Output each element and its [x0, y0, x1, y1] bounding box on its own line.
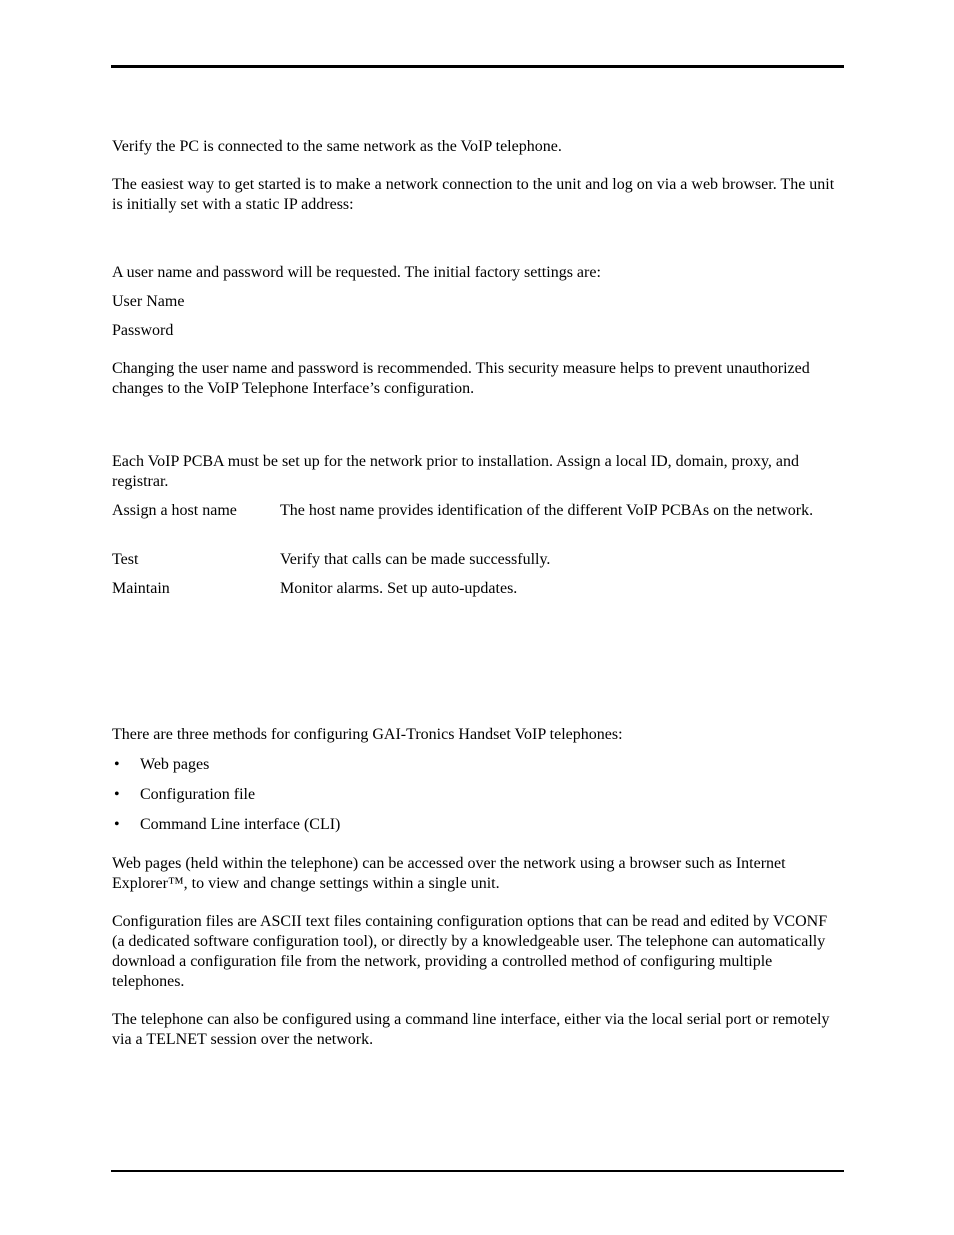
bullet-icon: •	[114, 756, 120, 773]
password-label: Password	[112, 322, 174, 339]
configuration-files-paragraph: Configuration files are ASCII text files containing configuration options that can be read and edited by VCONF (a dedicated software configuration tool), or directly by a knowledgeable user. The telephone can automatically download a configuration file from the network, providing a controlled method of configuring multiple telephones.	[112, 913, 828, 990]
setup-step-term: Assign a host name	[112, 502, 237, 519]
setup-step-description: Verify that calls can be made successfully.	[280, 551, 551, 568]
credentials-request-paragraph: A user name and password will be requested. The initial factory settings are:	[112, 264, 601, 281]
method-label: Web pages	[140, 756, 210, 773]
footer-rule	[111, 1170, 844, 1172]
bullet-icon: •	[114, 816, 120, 833]
bullet-icon: •	[114, 786, 120, 803]
header-rule	[111, 65, 844, 68]
web-pages-paragraph: Web pages (held within the telephone) can be accessed over the network using a browser such as Internet Explorer™, to view and change settings within a single unit.	[112, 855, 786, 892]
method-list-item	[112, 755, 842, 775]
setup-step-term: Test	[112, 551, 139, 568]
setup-step-row	[112, 579, 842, 599]
user-name-label: User Name	[112, 293, 185, 310]
setup-step-description: The host name provides identification of the different VoIP PCBAs on the network.	[280, 502, 814, 519]
setup-step-term: Maintain	[112, 580, 170, 597]
method-list-item	[112, 815, 842, 835]
setup-step-description: Monitor alarms. Set up auto-updates.	[280, 580, 518, 597]
getting-started-paragraph: The easiest way to get started is to make a network connection to the unit and log on via a web browser. The unit is initially set with a static IP address:	[112, 176, 835, 213]
methods-intro-paragraph: There are three methods for configuring GAI-Tronics Handset VoIP telephones:	[112, 726, 623, 743]
cli-paragraph: The telephone can also be configured using a command line interface, either via the local serial port or remotely via a TELNET session over the network.	[112, 1011, 830, 1048]
method-label: Configuration file	[140, 786, 256, 803]
method-list-item	[112, 785, 842, 805]
security-paragraph: Changing the user name and password is recommended. This security measure helps to prevent unauthorized changes to the VoIP Telephone Interface’s configuration.	[112, 360, 810, 397]
method-label: Command Line interface (CLI)	[140, 816, 341, 833]
setup-paragraph: Each VoIP PCBA must be set up for the network prior to installation. Assign a local ID, domain, proxy, and registrar.	[112, 453, 800, 490]
setup-step-row	[112, 501, 842, 521]
verify-paragraph: Verify the PC is connected to the same network as the VoIP telephone.	[112, 138, 562, 155]
setup-step-row	[112, 550, 842, 570]
